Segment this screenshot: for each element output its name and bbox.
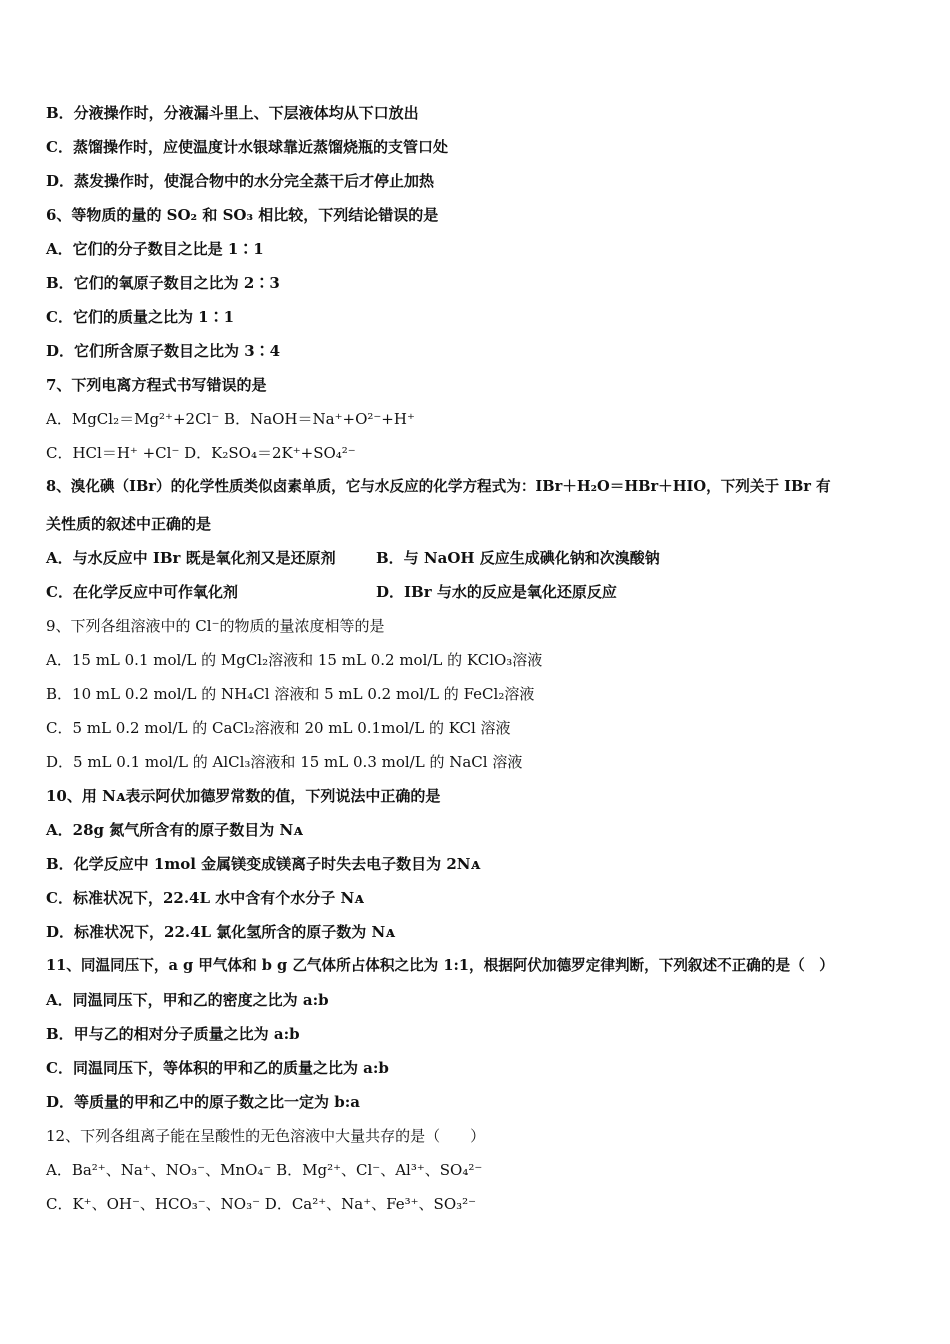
q8-option-c: C．在化学反应中可作氧化剂	[46, 583, 238, 601]
q6-option-b: B．它们的氧原子数目之比为 2∶3	[46, 274, 280, 292]
q11-option-c: C．同温同压下，等体积的甲和乙的质量之比为 a:b	[46, 1059, 389, 1077]
q6-option-d: D．它们所含原子数目之比为 3∶4	[46, 342, 281, 360]
q8-stem-line2: 关性质的叙述中正确的是	[46, 515, 212, 533]
q11-option-b: B．甲与乙的相对分子质量之比为 a:b	[46, 1025, 300, 1043]
q6-stem: 6、等物质的量的 SO₂ 和 SO₃ 相比较，下列结论错误的是	[46, 206, 439, 224]
q9-option-a: A．15 mL 0.1 mol/L 的 MgCl₂溶液和 15 mL 0.2 mol/L 的 KClO₃溶液	[46, 651, 543, 669]
q8-stem-line1: 8、溴化碘（IBr）的化学性质类似卤素单质，它与水反应的化学方程式为：IBr＋H₂O＝HBr＋HIO，下列关于 IBr 有	[46, 478, 831, 495]
q8-option-a: A．与水反应中 IBr 既是氧化剂又是还原剂	[46, 549, 336, 567]
q10-option-d: D．标准状况下，22.4L 氯化氢所含的原子数为 Nᴀ	[46, 923, 395, 941]
q8-options-cd	[46, 582, 910, 602]
q10-option-b: B．化学反应中 1mol 金属镁变成镁离子时失去电子数目为 2Nᴀ	[46, 855, 481, 873]
q5-option-c: C．蒸馏操作时，应使温度计水银球靠近蒸馏烧瓶的支管口处	[46, 138, 448, 156]
q8-option-b: B．与 NaOH 反应生成碘化钠和次溴酸钠	[376, 549, 660, 567]
q5-option-d: D．蒸发操作时，使混合物中的水分完全蒸干后才停止加热	[46, 172, 435, 190]
q9-option-d: D．5 mL 0.1 mol/L 的 AlCl₃溶液和 15 mL 0.3 mol/L 的 NaCl 溶液	[46, 753, 523, 771]
q7-options-ab: A．MgCl₂＝Mg²⁺+2Cl⁻ B．NaOH＝Na⁺+O²⁻+H⁺	[46, 410, 415, 428]
q11-option-a: A．同温同压下，甲和乙的密度之比为 a:b	[46, 991, 329, 1009]
q6-option-c: C．它们的质量之比为 1∶1	[46, 308, 235, 326]
q10-option-a: A．28g 氮气所含有的原子数目为 Nᴀ	[46, 821, 303, 839]
q8-options-ab	[46, 548, 910, 568]
q11-option-d: D．等质量的甲和乙中的原子数之比一定为 b:a	[46, 1093, 360, 1111]
q9-option-c: C．5 mL 0.2 mol/L 的 CaCl₂溶液和 20 mL 0.1mol/L 的 KCl 溶液	[46, 719, 511, 737]
q6-option-a: A．它们的分子数目之比是 1∶1	[46, 240, 264, 258]
q10-stem: 10、用 Nᴀ表示阿伏加德罗常数的值，下列说法中正确的是	[46, 787, 441, 805]
q12-stem: 12、下列各组离子能在呈酸性的无色溶液中大量共存的是（ ）	[46, 1127, 486, 1145]
q11-stem: 11、同温同压下，a g 甲气体和 b g 乙气体所占体积之比为 1:1，根据阿伏加德罗定律判断，下列叙述不正确的是（ ）	[46, 957, 834, 974]
q8-option-d: D．IBr 与水的反应是氧化还原反应	[376, 583, 617, 601]
q12-options-ab: A．Ba²⁺、Na⁺、NO₃⁻、MnO₄⁻ B．Mg²⁺、Cl⁻、Al³⁺、SO₄²⁻	[46, 1161, 483, 1179]
q5-option-b: B．分液操作时，分液漏斗里上、下层液体均从下口放出	[46, 104, 419, 122]
q9-option-b: B．10 mL 0.2 mol/L 的 NH₄Cl 溶液和 5 mL 0.2 mol/L 的 FeCl₂溶液	[46, 685, 535, 703]
q7-stem: 7、下列电离方程式书写错误的是	[46, 376, 267, 394]
q7-options-cd: C．HCl＝H⁺ +Cl⁻ D．K₂SO₄＝2K⁺+SO₄²⁻	[46, 444, 356, 462]
q9-stem: 9、下列各组溶液中的 Cl⁻的物质的量浓度相等的是	[46, 617, 385, 635]
q12-options-cd: C．K⁺、OH⁻、HCO₃⁻、NO₃⁻ D．Ca²⁺、Na⁺、Fe³⁺、SO₃²⁻	[46, 1195, 477, 1213]
q10-option-c: C．标准状况下，22.4L 水中含有个水分子 Nᴀ	[46, 889, 364, 907]
